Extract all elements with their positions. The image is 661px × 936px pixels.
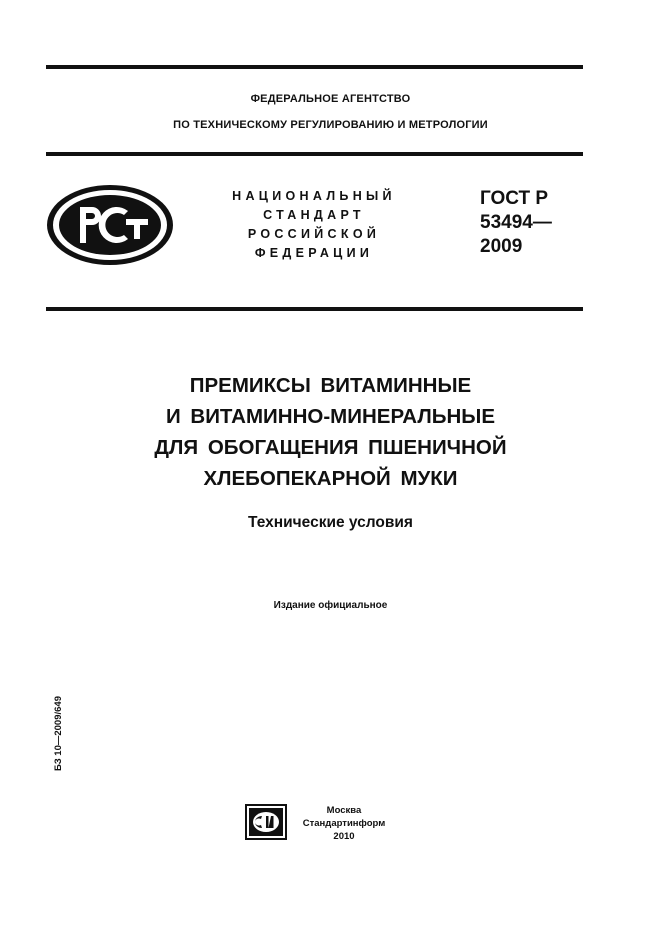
national-standard-line-3: РОССИЙСКОЙ xyxy=(247,227,381,241)
publisher-city: Москва xyxy=(326,805,362,816)
side-code: БЗ 10—2009/649 xyxy=(53,696,64,771)
title-line-4: ХЛЕБОПЕКАРНОЙ МУКИ xyxy=(203,467,458,490)
title-line-2: И ВИТАМИННО-МИНЕРАЛЬНЫЕ xyxy=(165,405,496,428)
header-rule xyxy=(46,307,583,311)
edition-label: Издание официальное xyxy=(273,600,388,611)
standartinform-logo-icon xyxy=(245,804,287,840)
title-line-3: ДЛЯ ОБОГАЩЕНИЯ ПШЕНИЧНОЙ xyxy=(154,436,507,459)
publisher-name: Стандартинформ xyxy=(302,818,386,829)
standard-designation xyxy=(480,187,552,259)
title-line-1: ПРЕМИКСЫ ВИТАМИННЫЕ xyxy=(189,374,472,397)
agency-rule xyxy=(46,152,583,156)
top-rule xyxy=(46,65,583,69)
national-standard-line-1: НАЦИОНАЛЬНЫЙ xyxy=(232,189,396,203)
national-standard-block xyxy=(214,187,414,263)
national-standard-line-2: СТАНДАРТ xyxy=(263,208,365,222)
publisher-block xyxy=(300,804,388,843)
document-title xyxy=(0,370,661,494)
designation-line-1: ГОСТ Р xyxy=(480,188,549,209)
designation-line-2: 53494— xyxy=(480,212,552,233)
agency-line-2: ПО ТЕХНИЧЕСКОМУ РЕГУЛИРОВАНИЮ И МЕТРОЛОГИИ xyxy=(173,119,488,131)
agency-line-1: ФЕДЕРАЛЬНОЕ АГЕНТСТВО xyxy=(250,93,411,105)
document-subtitle: Технические условия xyxy=(248,514,413,531)
publisher-year: 2010 xyxy=(333,831,355,842)
designation-line-3: 2009 xyxy=(480,236,523,257)
national-standard-line-4: ФЕДЕРАЦИИ xyxy=(254,246,374,260)
gost-r-emblem-icon xyxy=(44,183,176,267)
